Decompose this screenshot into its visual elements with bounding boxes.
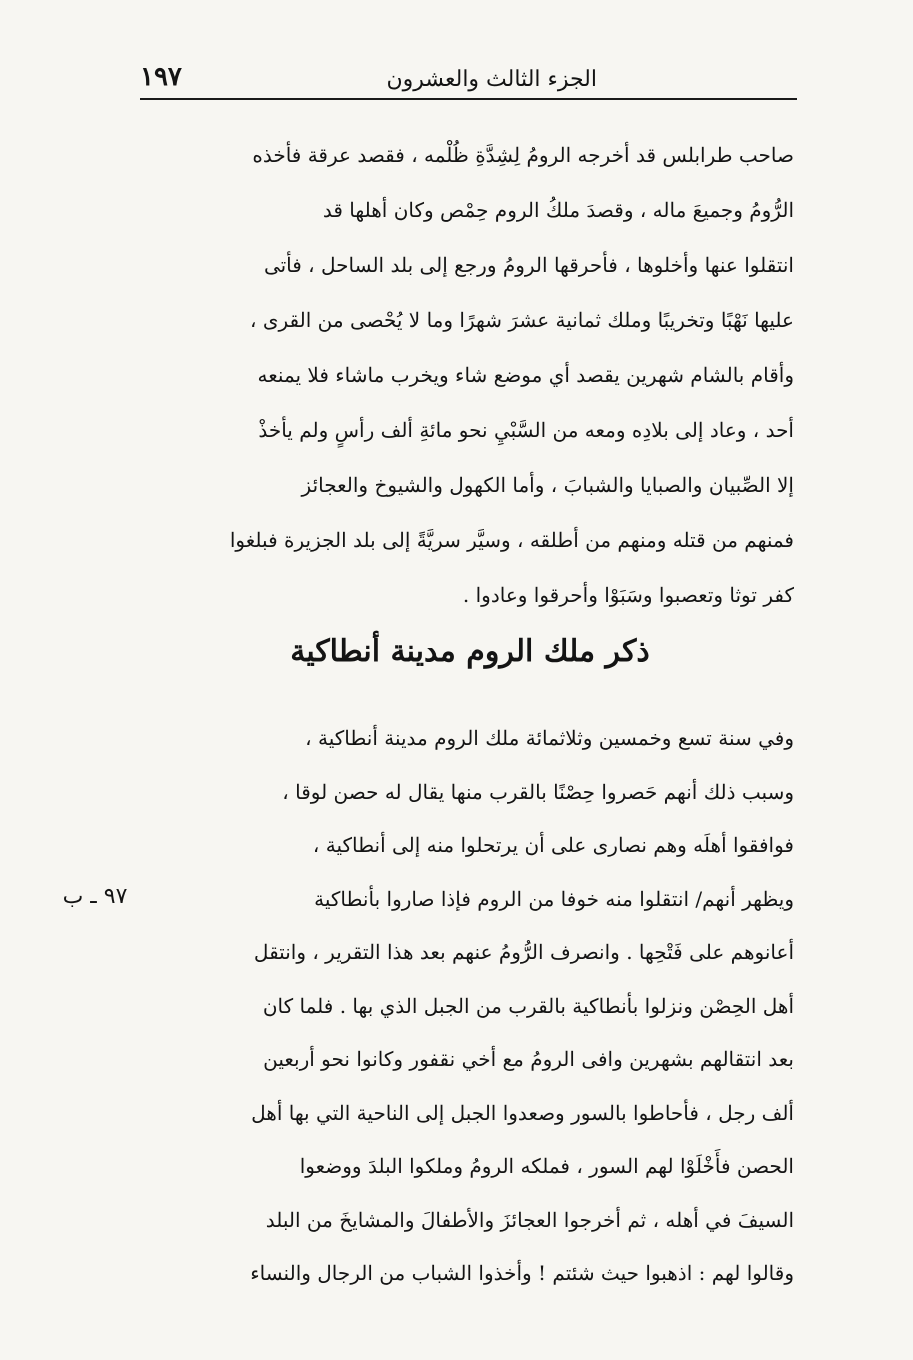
running-title: الجزء الثالث والعشرون (386, 67, 597, 92)
text-line: وقالوا لهم : اذهبوا حيث شئتم ! وأخذوا الشباب من الرجال والنساء (250, 1261, 794, 1285)
text-line: صاحب طرابلس قد أخرجه الرومُ لِشِدَّةِ ظُلْمه ، فقصد عرقة فأخذه (252, 143, 794, 167)
text-line: كفر توثا وتعصبوا وسَبَوْا وأحرقوا وعادوا . (462, 583, 794, 607)
text-line: ويظهر أنهم/ انتقلوا منه خوفا من الروم فإذا صاروا بأنطاكية (314, 886, 794, 911)
text-line: وأقام بالشام شهرين يقصد أي موضع شاء ويخرب ماشاء فلا يمنعه (257, 363, 794, 387)
page-header (140, 56, 797, 100)
manuscript-folio-note: ٩٧ ـ ب (62, 884, 128, 909)
text-line: إلا الصِّبيان والصبايا والشبابَ ، وأما الكهول والشيوخ والعجائز (301, 473, 794, 497)
text-line: وسبب ذلك أنهم حَصروا حِصْنًا بالقرب منها يقال له حصن لوقا ، (282, 779, 794, 804)
text-line: أحد ، وعاد إلى بلادِه ومعه من السَّبْيِ نحو مائةِ ألف رأسٍ ولم يأخذْ (258, 418, 794, 442)
section-heading: ذكر ملك الروم مدينة أنطاكية (290, 634, 650, 669)
text-line: فوافقوا أهلَه وهم نصارى على أن يرتحلوا منه إلى أنطاكية ، (312, 833, 794, 857)
text-line: بعد انتقالهم بشهرين وافى الرومُ مع أخي نقفور وكانوا نحو أربعين (263, 1047, 794, 1071)
text-line: عليها نَهْبًا وتخريبًا وملك ثمانية عشرَ شهرًا وما لا يُحْصى من القرى ، (250, 308, 794, 332)
text-line: وفي سنة تسع وخمسين وثلاثمائة ملك الروم مدينة أنطاكية ، (305, 726, 794, 750)
paragraph-2 (146, 712, 794, 1301)
text-line: فمنهم من قتله ومنهم من أطلقه ، وسيَّر سريَّةً إلى بلد الجزيرة فبلغوا (229, 528, 794, 552)
text-line: الحصن فأَخْلَوْا لهم السور ، فملكه الرومُ وملكوا البلدَ ووضعوا (299, 1154, 794, 1178)
text-line: انتقلوا عنها وأخلوها ، فأحرقها الرومُ ورجع إلى بلد الساحل ، فأتى (263, 253, 794, 277)
text-line: أعانوهم على فَتْحِها . وانصرف الرُّومُ عنهم بعد هذا التقرير ، وانتقل (253, 940, 794, 964)
text-line: السيفَ في أهله ، ثم أخرجوا العجائزَ والأطفالَ والمشايخَ من البلد (265, 1207, 794, 1232)
paragraph-1 (146, 128, 794, 623)
text-line: أهل الحِصْن ونزلوا بأنطاكية بالقرب من الجبل الذي بها . فلما كان (262, 993, 794, 1018)
text-line: ألف رجل ، فأحاطوا بالسور وصعدوا الجبل إلى الناحية التي بها أهل (251, 1100, 794, 1125)
page-number: ١٩٧ (140, 62, 182, 92)
text-line: الرُّومُ وجميعَ ماله ، وقصدَ ملكُ الروم حِمْص وكان أهلها قد (322, 198, 794, 222)
